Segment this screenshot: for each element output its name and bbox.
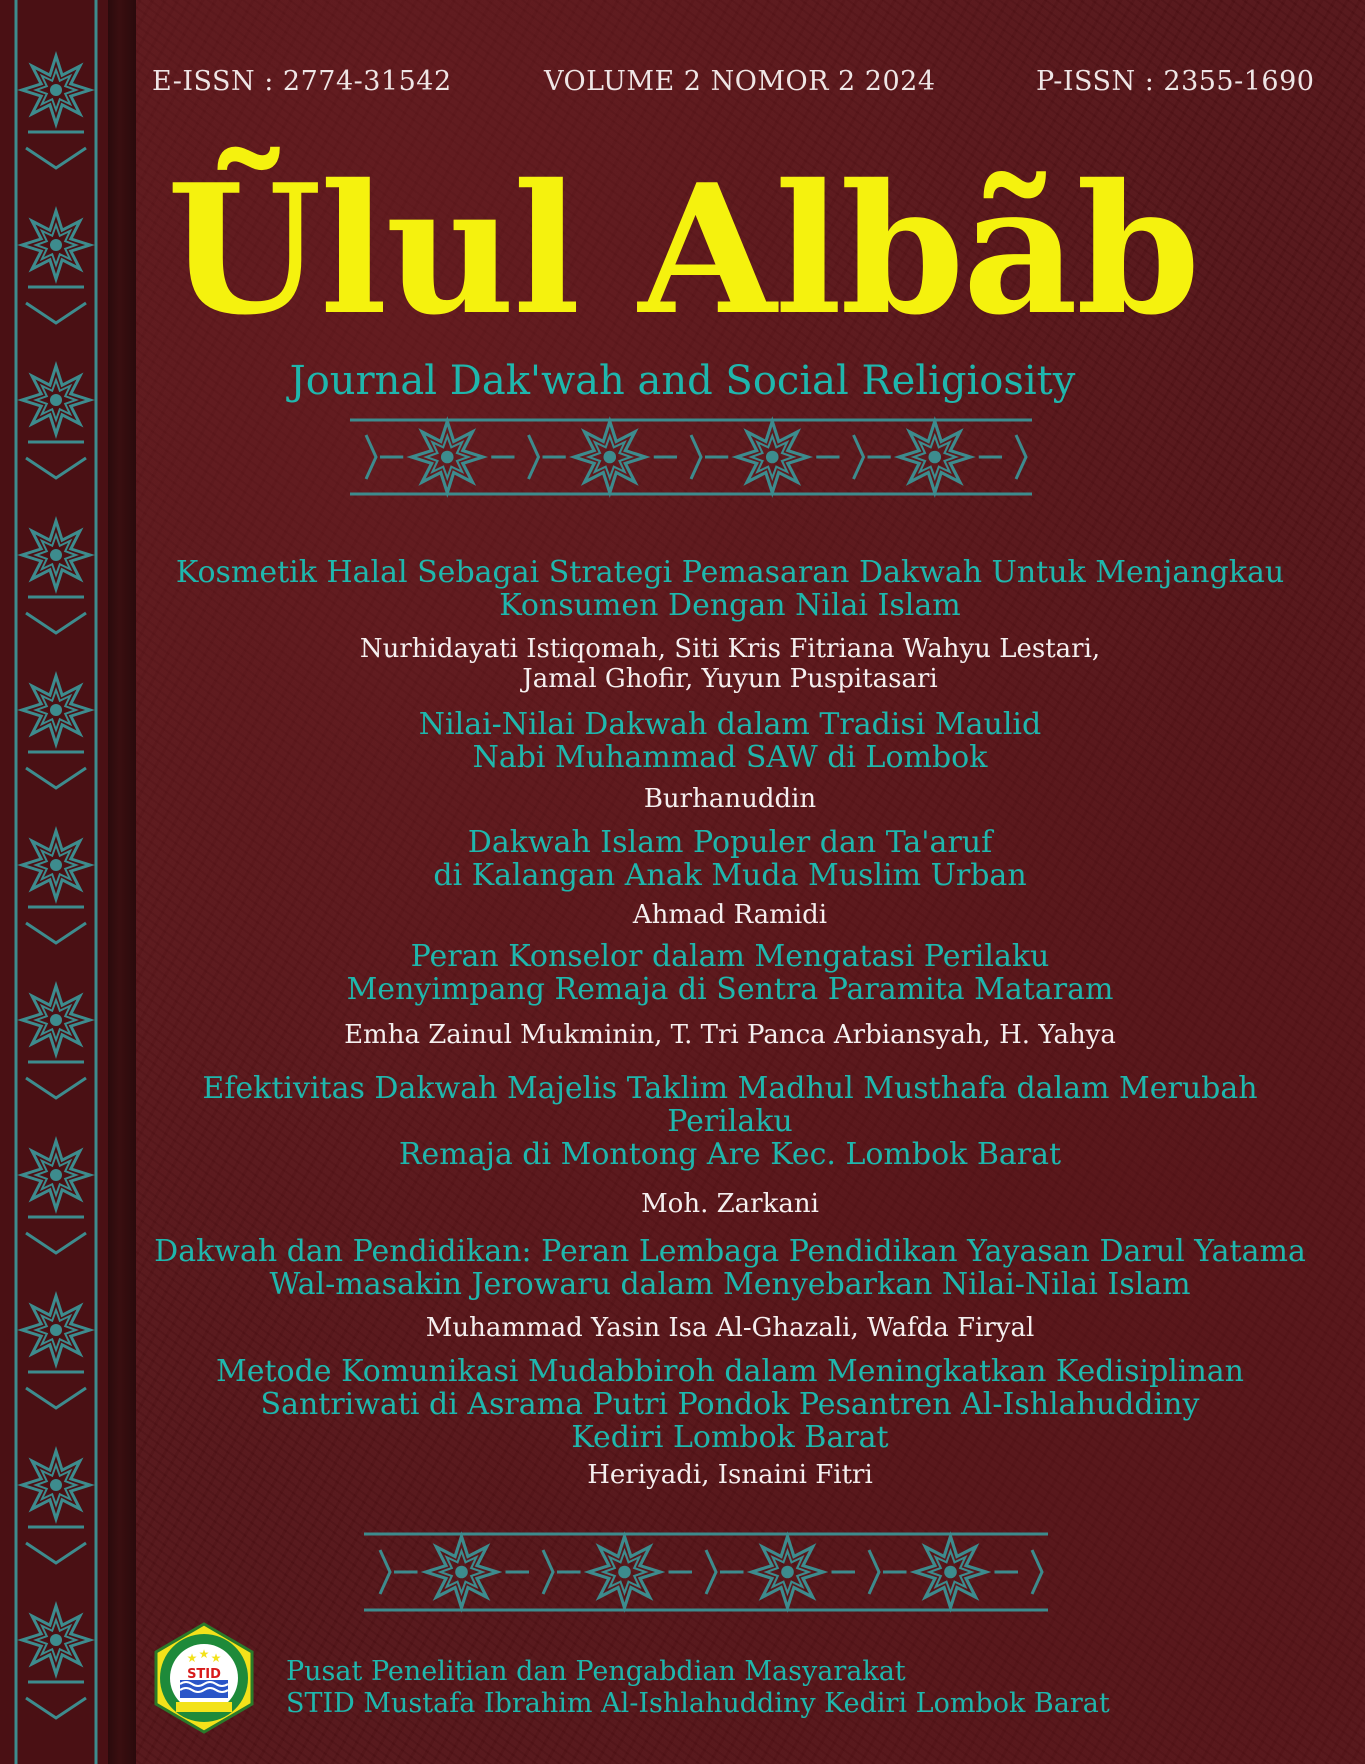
article-authors: Burhanuddin	[643, 784, 817, 814]
journal-title: Ũlul Albãb	[166, 145, 1199, 354]
article-title: Nilai-Nilai Dakwah dalam Tradisi Maulid Nabi Muhammad SAW di Lombok	[418, 707, 1042, 775]
logo-star-icon: ★	[186, 1651, 198, 1665]
article-entry	[140, 556, 1320, 694]
article-title: Kosmetik Halal Sebagai Strategi Pemasaran Dakwah Untuk Menjangkau Konsumen Dengan Nilai Islam	[175, 555, 1285, 623]
bottom-ornament-band	[360, 1530, 1052, 1614]
eissn: E-ISSN : 2774-31542	[152, 66, 452, 97]
logo-star-icon: ★	[210, 1651, 222, 1665]
article-entry	[140, 826, 1320, 930]
article-authors: Nurhidayati Istiqomah, Siti Kris Fitriana Wahyu Lestari, Jamal Ghofir, Yuyun Puspitasari	[359, 634, 1101, 694]
article-title: Efektivitas Dakwah Majelis Taklim Madhul Musthafa dalam Merubah Perilaku Remaja di Montong Are Kec. Lombok Barat	[202, 1071, 1258, 1172]
article-title: Peran Konselor dalam Mengatasi Perilaku Menyimpang Remaja di Sentra Paramita Mataram	[346, 939, 1114, 1007]
publisher-info	[286, 1656, 1110, 1720]
journal-subtitle: Journal Dak'wah and Social Religiosity	[289, 358, 1076, 404]
top-ornament-band	[346, 416, 1036, 498]
article-entry	[140, 1235, 1320, 1343]
logo-star-icon: ★	[198, 1647, 210, 1661]
publisher-line-1: Pusat Penelitian dan Pengabdian Masyarakat	[286, 1656, 906, 1687]
article-entry	[140, 1355, 1320, 1490]
publisher-line-2: STID Mustafa Ibrahim Al-Ishlahuddiny Kediri Lombok Barat	[286, 1688, 1110, 1719]
article-title: Metode Komunikasi Mudabbiroh dalam Meningkatkan Kedisiplinan Santriwati di Asrama Putri Pondok Pesantren Al-Ishlahuddiny Kediri Lombok Barat	[216, 1354, 1244, 1455]
logo-text: STID	[187, 1667, 221, 1682]
article-authors: Muhammad Yasin Isa Al-Ghazali, Wafda Firyal	[425, 1313, 1035, 1343]
pissn: P-ISSN : 2355-1690	[1036, 66, 1315, 97]
table-of-contents	[140, 556, 1320, 1490]
article-authors: Moh. Zarkani	[641, 1189, 819, 1219]
article-title: Dakwah dan Pendidikan: Peran Lembaga Pendidikan Yayasan Darul Yatama Wal-masakin Jerowaru dalam Menyebarkan Nilai-Nilai Islam	[154, 1234, 1306, 1302]
article-title: Dakwah Islam Populer dan Ta'aruf di Kalangan Anak Muda Muslim Urban	[433, 825, 1027, 893]
article-authors: Emha Zainul Mukminin, T. Tri Panca Arbiansyah, H. Yahya	[344, 1020, 1116, 1050]
article-entry	[140, 1072, 1320, 1219]
article-entry	[140, 940, 1320, 1050]
article-authors: Heriyadi, Isnaini Fitri	[587, 1460, 873, 1490]
article-authors: Ahmad Ramidi	[632, 900, 828, 930]
volume-issue: VOLUME 2 NOMOR 2 2024	[544, 66, 936, 97]
article-entry	[140, 708, 1320, 814]
institution-logo	[148, 1622, 260, 1734]
